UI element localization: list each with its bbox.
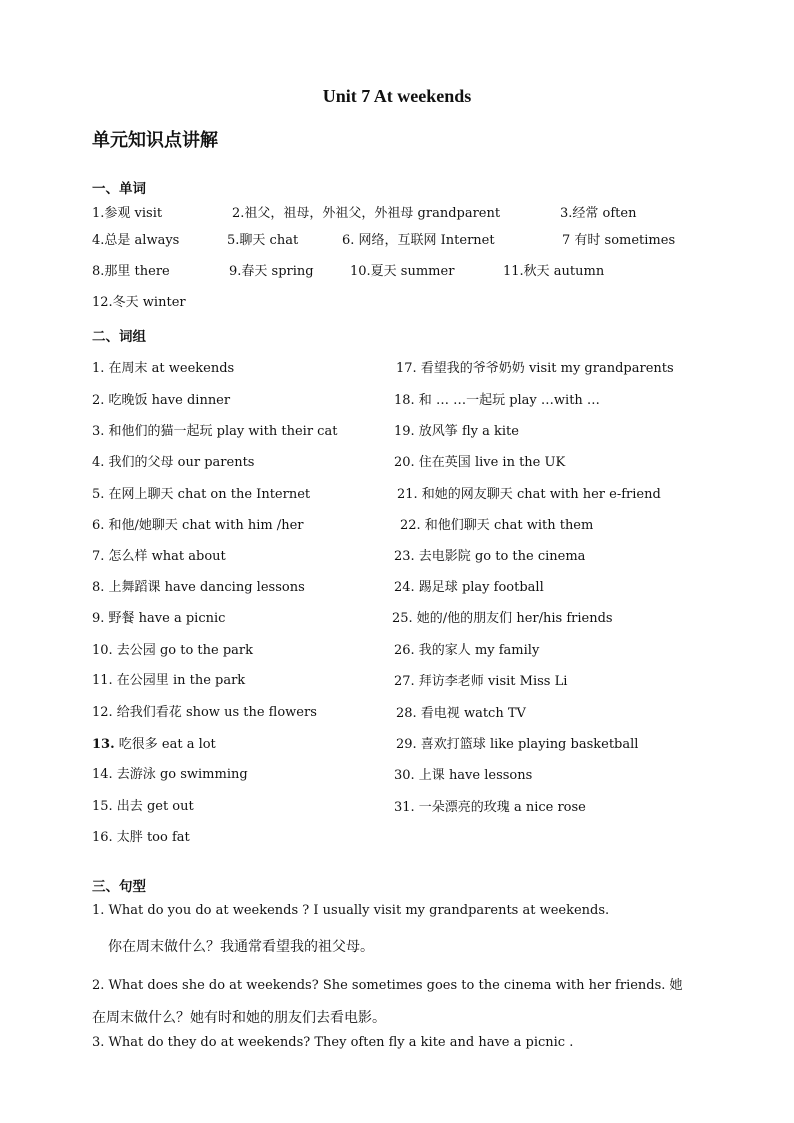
phrase-item: 21. 和她的网友聊天 chat with her e-friend xyxy=(397,487,661,502)
vocab-item: 12.冬天 winter xyxy=(92,295,186,310)
vocab-item: 8.那里 there xyxy=(92,264,170,279)
phrase-item: 31. 一朵漂亮的玫瑰 a nice rose xyxy=(394,800,586,815)
phrase-item: 27. 拜访李老师 visit Miss Li xyxy=(394,674,568,689)
vocab-item: 5.聊天 chat xyxy=(227,233,299,248)
section-heading-words: 一、单词 xyxy=(92,181,146,197)
page-subtitle: 单元知识点讲解 xyxy=(92,130,218,151)
vocab-item: 6. 网络，互联网 Internet xyxy=(342,233,495,248)
phrase-item: 26. 我的家人 my family xyxy=(394,643,540,658)
phrase-item: 19. 放风筝 fly a kite xyxy=(394,424,519,439)
vocab-item: 2.祖父，祖母，外祖父，外祖母 grandparent xyxy=(232,206,501,221)
sentence-en: 2. What does she do at weekends? She sometimes goes to the cinema with her friends. 她 xyxy=(92,978,683,993)
phrase-text: 吃很多 eat a lot xyxy=(114,737,216,752)
phrase-item: 5. 在网上聊天 chat on the Internet xyxy=(92,487,311,502)
vocab-item: 3.经常 often xyxy=(560,206,637,221)
vocab-item: 9.春天 spring xyxy=(229,264,314,279)
phrase-item: 25. 她的/他的朋友们 her/his friends xyxy=(392,611,613,626)
vocab-item: 1.参观 visit xyxy=(92,206,163,221)
phrase-item: 10. 去公园 go to the park xyxy=(92,643,253,658)
section-heading-phrases: 二、词组 xyxy=(92,329,146,345)
phrase-item: 14. 去游泳 go swimming xyxy=(92,767,248,782)
phrase-item: 9. 野餐 have a picnic xyxy=(92,611,226,626)
phrase-item xyxy=(92,733,216,752)
phrase-item: 23. 去电影院 go to the cinema xyxy=(394,549,586,564)
sentence-cn: 你在周末做什么？我通常看望我的祖父母。 xyxy=(108,939,374,955)
vocab-item: 11.秋天 autumn xyxy=(503,264,605,279)
phrase-item: 4. 我们的父母 our parents xyxy=(92,455,255,470)
phrase-item: 11. 在公园里 in the park xyxy=(92,673,246,688)
phrase-item: 28. 看电视 watch TV xyxy=(396,706,526,721)
phrase-item: 3. 和他们的猫一起玩 play with their cat xyxy=(92,424,338,439)
phrase-number: 13. xyxy=(92,737,115,752)
page-title: Unit 7 At weekends xyxy=(322,86,472,106)
phrase-item: 30. 上课 have lessons xyxy=(394,768,533,783)
phrase-item: 8. 上舞蹈课 have dancing lessons xyxy=(92,580,305,595)
vocab-item: 7 有时 sometimes xyxy=(562,233,676,248)
phrase-item: 7. 怎么样 what about xyxy=(92,549,226,564)
phrase-item: 24. 踢足球 play football xyxy=(394,580,544,595)
sentence-en: 3. What do they do at weekends? They often fly a kite and have a picnic . xyxy=(92,1035,574,1050)
phrase-item: 20. 住在英国 live in the UK xyxy=(394,455,566,470)
phrase-item: 18. 和 … …一起玩 play …with … xyxy=(394,393,600,408)
phrase-item: 16. 太胖 too fat xyxy=(92,830,190,845)
phrase-item: 2. 吃晚饭 have dinner xyxy=(92,393,231,408)
phrase-item: 6. 和他/她聊天 chat with him /her xyxy=(92,518,304,533)
phrase-item: 22. 和他们聊天 chat with them xyxy=(400,518,594,533)
vocab-item: 4.总是 always xyxy=(92,233,180,248)
sentence-en: 1. What do you do at weekends ? I usually visit my grandparents at weekends. xyxy=(92,903,610,918)
phrase-item: 1. 在周末 at weekends xyxy=(92,361,235,376)
phrase-item: 17. 看望我的爷爷奶奶 visit my grandparents xyxy=(396,361,674,376)
sentence-cn: 在周末做什么？她有时和她的朋友们去看电影。 xyxy=(92,1010,386,1026)
phrase-item: 15. 出去 get out xyxy=(92,799,194,814)
phrase-item: 29. 喜欢打篮球 like playing basketball xyxy=(396,737,639,752)
section-heading-sentences: 三、句型 xyxy=(92,879,146,895)
phrase-item: 12. 给我们看花 show us the flowers xyxy=(92,705,317,720)
vocab-item: 10.夏天 summer xyxy=(350,264,455,279)
